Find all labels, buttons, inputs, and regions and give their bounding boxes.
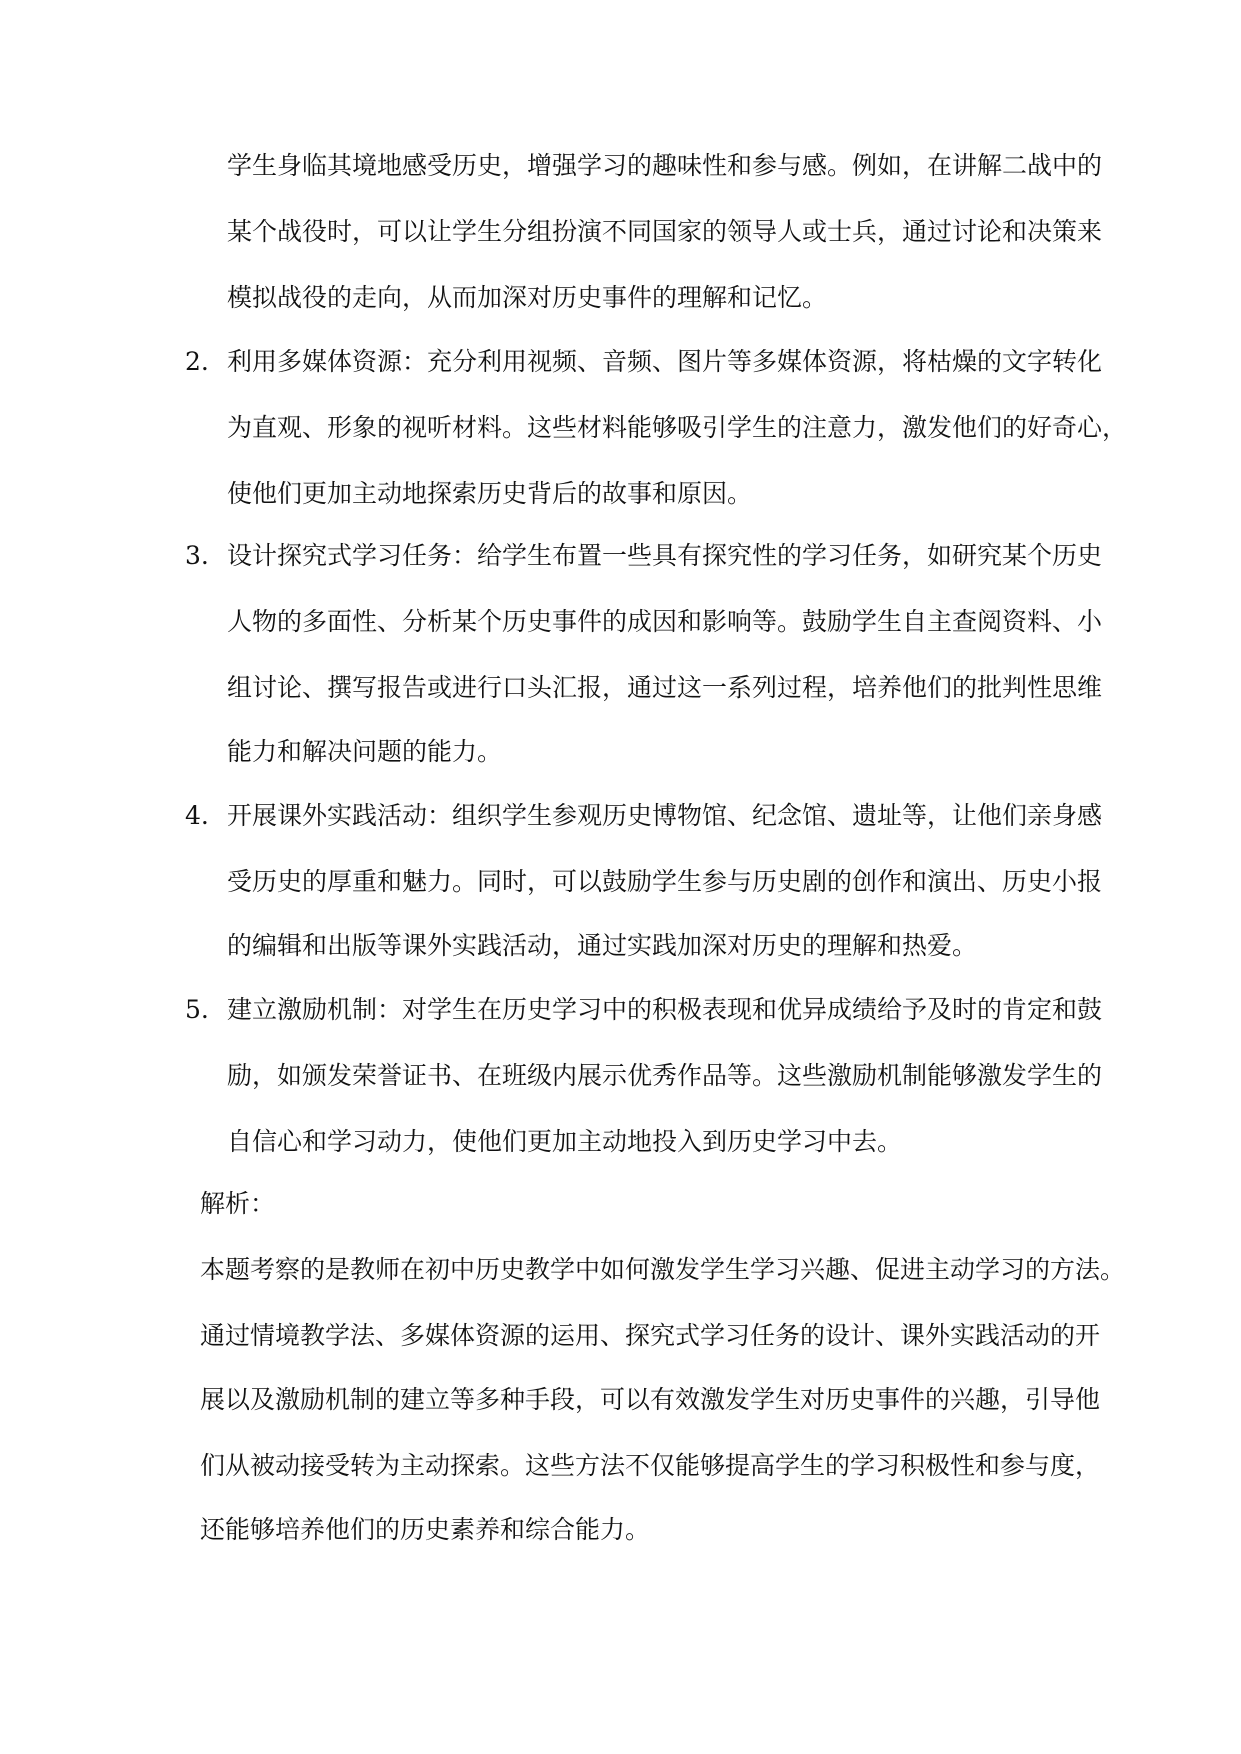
- item2-line-1: 利用多媒体资源：充分利用视频、音频、图片等多媒体资源，将枯燥的文字转化: [227, 347, 1103, 376]
- item5-line-1: 建立激励机制：对学生在历史学习中的积极表现和优异成绩给予及时的肯定和鼓: [227, 995, 1103, 1024]
- item5-line-3: 自信心和学习动力，使他们更加主动地投入到历史学习中去。: [227, 1127, 903, 1156]
- item4-line-1: 开展课外实践活动：组织学生参观历史博物馆、纪念馆、遗址等，让他们亲身感: [227, 801, 1103, 830]
- item1-line-1: 学生身临其境地感受历史，增强学习的趣味性和参与感。例如，在讲解二战中的: [227, 151, 1103, 180]
- item3-line-3: 组讨论、撰写报告或进行口头汇报，通过这一系列过程，培养他们的批判性思维: [227, 673, 1103, 702]
- item4-number: 4.: [185, 801, 209, 830]
- analysis-line-4: 们从被动接受转为主动探索。这些方法不仅能够提高学生的学习积极性和参与度，: [200, 1451, 1101, 1480]
- item5-number: 5.: [185, 995, 209, 1024]
- analysis-line-1: 本题考察的是教师在初中历史教学中如何激发学生学习兴趣、促进主动学习的方法。: [200, 1255, 1126, 1284]
- analysis-line-5: 还能够培养他们的历史素养和综合能力。: [200, 1515, 651, 1544]
- analysis-heading: 解析：: [200, 1189, 276, 1218]
- item3-line-4: 能力和解决问题的能力。: [227, 737, 503, 766]
- item5-line-2: 励，如颁发荣誉证书、在班级内展示优秀作品等。这些激励机制能够激发学生的: [227, 1061, 1103, 1090]
- analysis-line-2: 通过情境教学法、多媒体资源的运用、探究式学习任务的设计、课外实践活动的开: [200, 1321, 1101, 1350]
- item1-line-2: 某个战役时，可以让学生分组扮演不同国家的领导人或士兵，通过讨论和决策来: [227, 217, 1103, 246]
- item4-line-2: 受历史的厚重和魅力。同时，可以鼓励学生参与历史剧的创作和演出、历史小报: [227, 867, 1103, 896]
- item4-line-3: 的编辑和出版等课外实践活动，通过实践加深对历史的理解和热爱。: [227, 931, 978, 960]
- item1-line-3: 模拟战役的走向，从而加深对历史事件的理解和记忆。: [227, 283, 828, 312]
- item2-line-2: 为直观、形象的视听材料。这些材料能够吸引学生的注意力，激发他们的好奇心，: [227, 413, 1128, 442]
- item3-line-2: 人物的多面性、分析某个历史事件的成因和影响等。鼓励学生自主查阅资料、小: [227, 607, 1103, 636]
- item3-number: 3.: [185, 541, 209, 570]
- item2-number: 2.: [185, 347, 209, 376]
- item2-line-3: 使他们更加主动地探索历史背后的故事和原因。: [227, 479, 753, 508]
- analysis-line-3: 展以及激励机制的建立等多种手段，可以有效激发学生对历史事件的兴趣，引导他: [200, 1385, 1101, 1414]
- item3-line-1: 设计探究式学习任务：给学生布置一些具有探究性的学习任务，如研究某个历史: [227, 541, 1103, 570]
